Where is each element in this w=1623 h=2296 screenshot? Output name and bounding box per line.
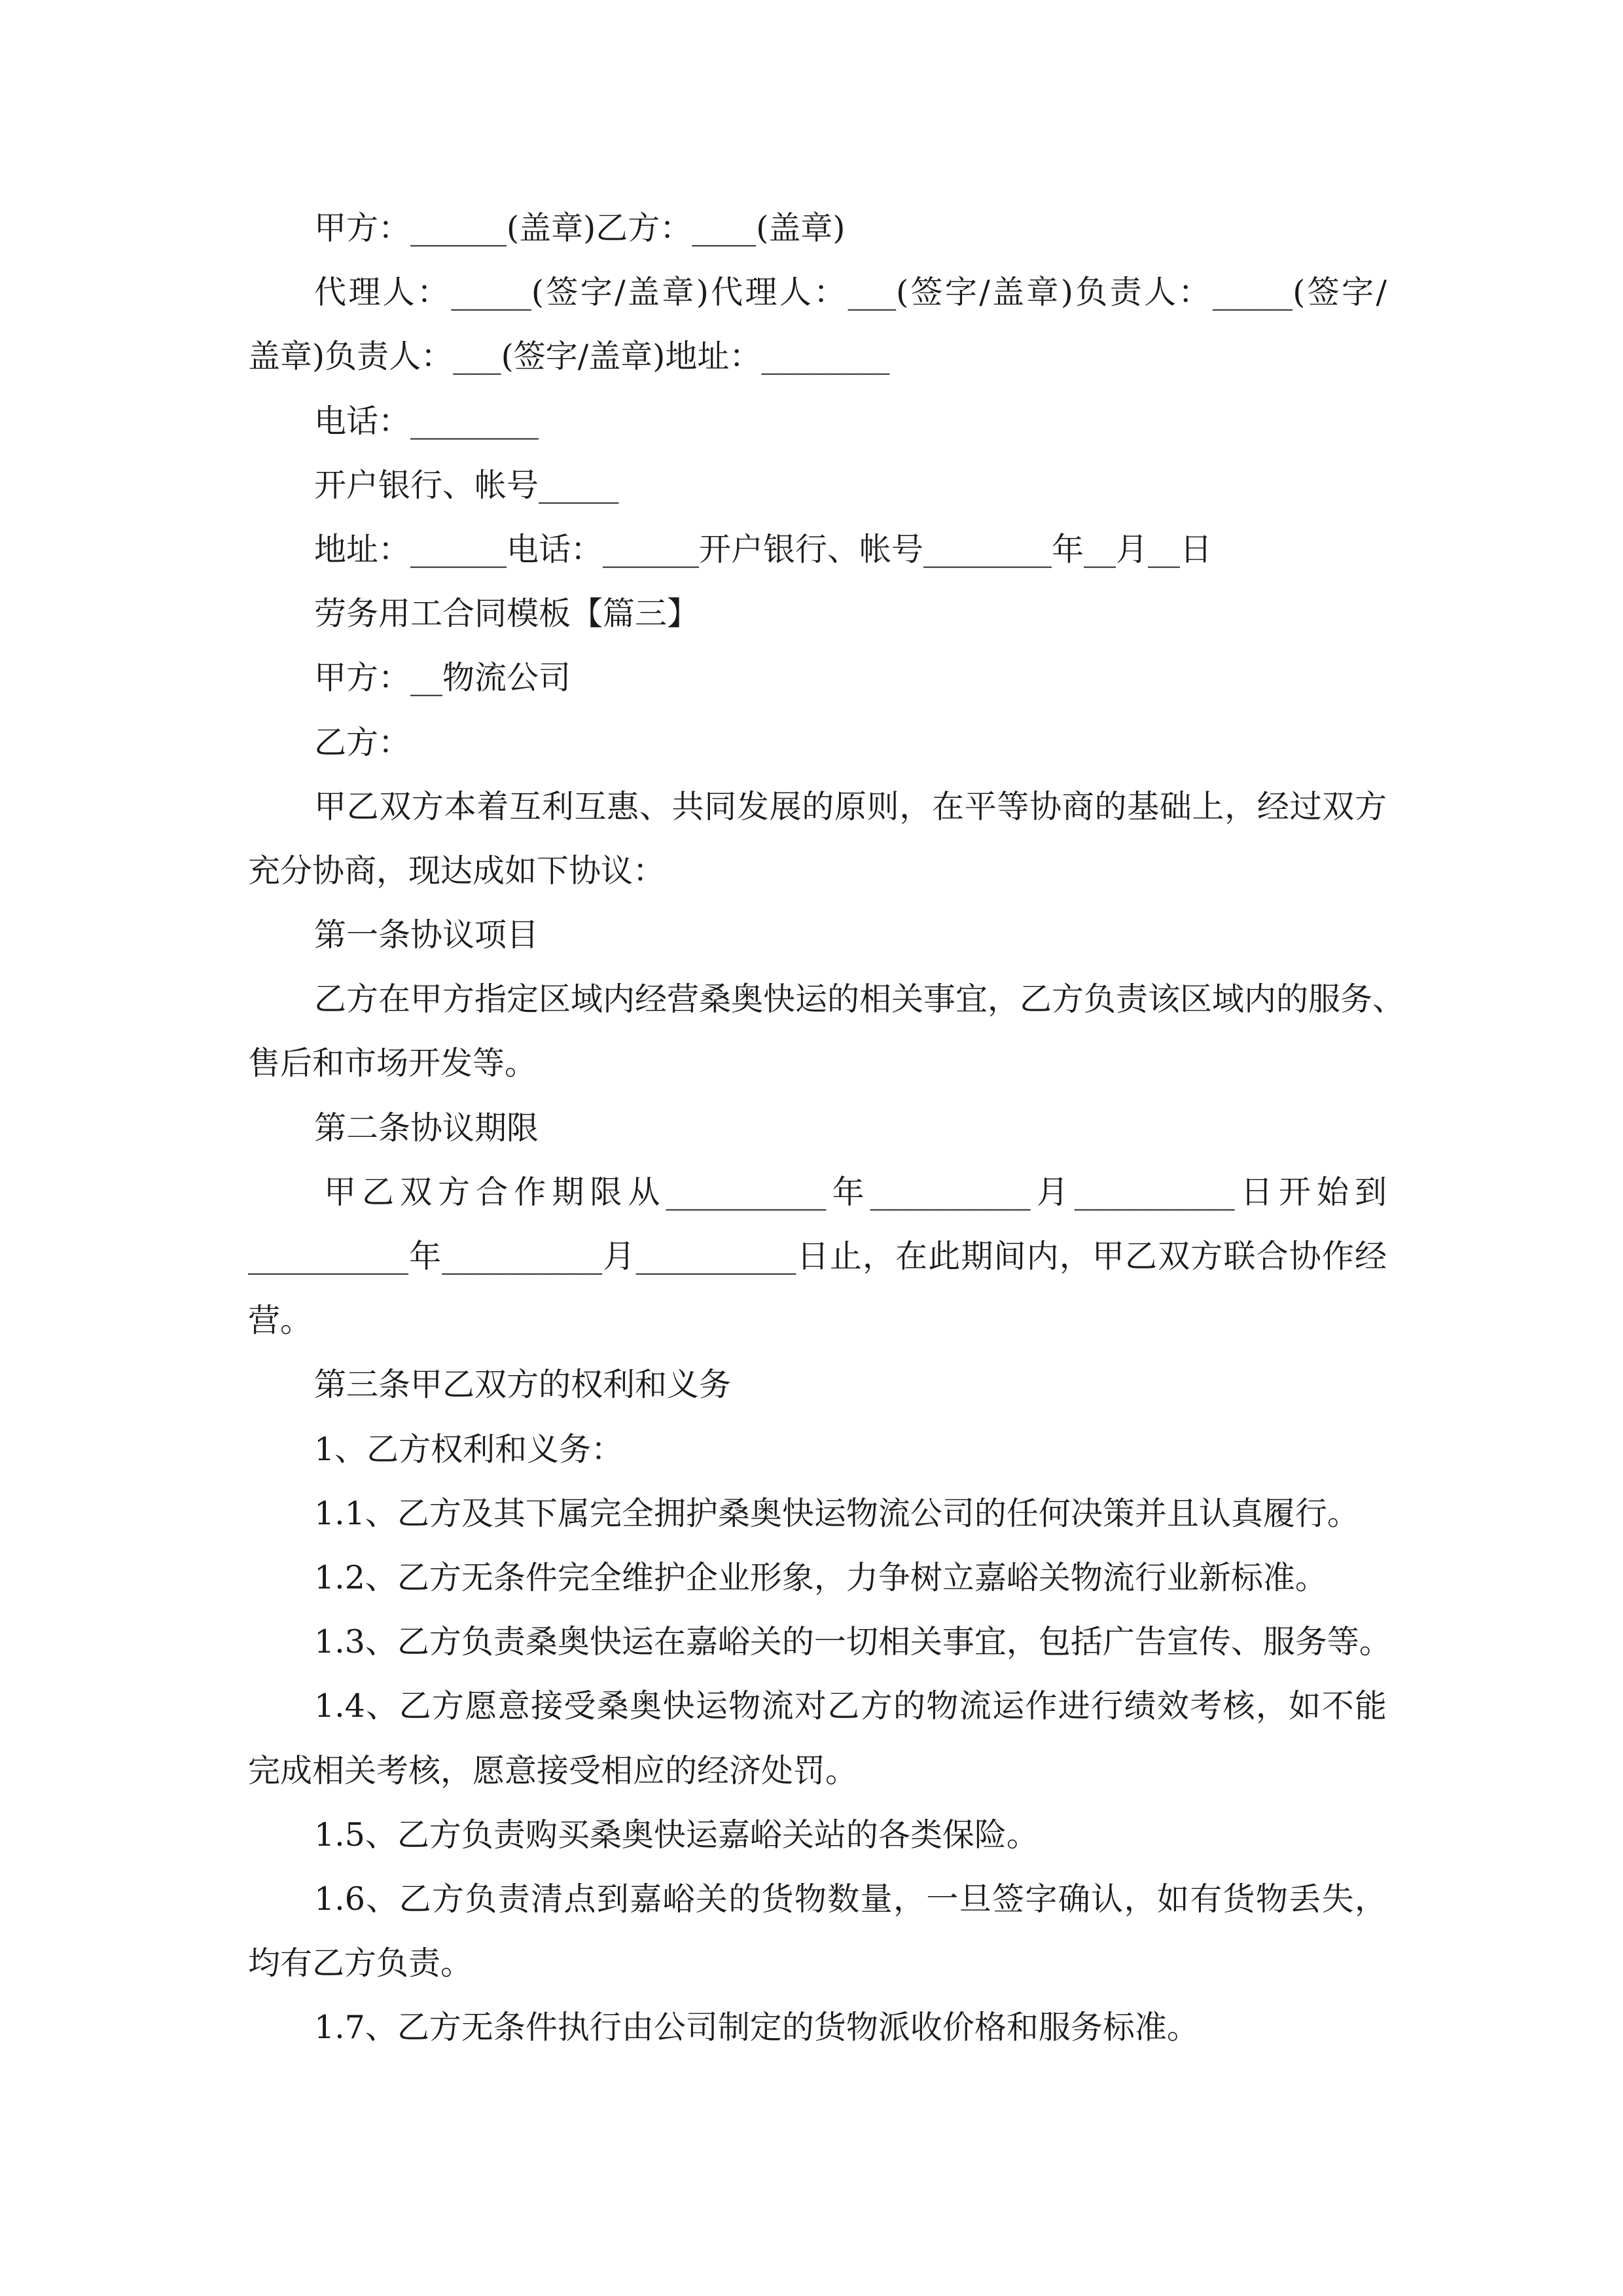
party-seals-line: 甲方：______(盖章)乙方：____(盖章): [314, 209, 846, 247]
signature-block: [248, 196, 1387, 582]
article-2-line: 营。: [248, 1302, 313, 1340]
article-2-line: 甲乙双方合作期限从__________年__________月__________日开始到: [324, 1173, 1387, 1211]
address-phone-bank-date-line: 地址：______电话：______开户银行、帐号________年__月__日: [314, 530, 1213, 568]
article-2-body: [248, 1160, 1387, 1354]
article-3-title: 第三条甲乙双方的权利和义务: [314, 1366, 732, 1404]
article-3-subtitle: 1、乙方权利和义务：: [314, 1430, 624, 1468]
preamble-line: 甲乙双方本着互利互惠、共同发展的原则，在平等协商的基础上，经过双方: [314, 787, 1387, 825]
article-1-line: 售后和市场开发等。: [248, 1045, 537, 1083]
clause-1-6-line: 1.6、乙方负责清点到嘉峪关的货物数量，一旦签字确认，如有货物丢失，: [314, 1880, 1387, 1918]
clause-1-4: [248, 1674, 1387, 1803]
document-body: [248, 196, 1405, 2060]
clause-1-1: 1.1、乙方及其下属完全拥护桑奥快运物流公司的任何决策并且认真履行。: [314, 1494, 1359, 1532]
agents-line: 盖章)负责人：___(签字/盖章)地址：________: [248, 338, 890, 376]
clause-1-3: 1.3、乙方负责桑奥快运在嘉峪关的一切相关事宜，包括广告宣传、服务等。: [314, 1623, 1391, 1661]
contract-heading: 劳务用工合同模板【篇三】: [314, 595, 700, 633]
clause-1-5: 1.5、乙方负责购买桑奥快运嘉峪关站的各类保险。: [314, 1816, 1039, 1854]
clause-1-4-line: 1.4、乙方愿意接受桑奥快运物流对乙方的物流运作进行绩效考核，如不能: [314, 1687, 1387, 1725]
preamble-paragraph: [248, 775, 1387, 903]
clause-1-7: 1.7、乙方无条件执行由公司制定的货物派收价格和服务标准。: [314, 2009, 1199, 2047]
party-a-line: 甲方：__物流公司: [314, 659, 571, 697]
bank-account-line: 开户银行、帐号_____: [314, 466, 619, 504]
article-1-body: [248, 967, 1405, 1096]
agents-paragraph: [248, 260, 1387, 389]
phone-line: 电话：________: [314, 402, 539, 440]
clause-1-4-line: 完成相关考核，愿意接受相应的经济处罚。: [248, 1751, 858, 1789]
article-1-title: 第一条协议项目: [314, 916, 539, 954]
article-2-title: 第二条协议期限: [314, 1109, 539, 1147]
clause-1-6: [248, 1867, 1387, 1996]
article-2-line: __________年__________月__________日止，在此期间内，甲乙双方联合协作经: [248, 1238, 1387, 1275]
clause-1-2: 1.2、乙方无条件完全维护企业形象，力争树立嘉峪关物流行业新标准。: [314, 1558, 1327, 1596]
clause-1-6-line: 均有乙方负责。: [248, 1945, 473, 1982]
party-b-line: 乙方：: [314, 723, 411, 761]
preamble-line: 充分协商，现达成如下协议：: [248, 852, 666, 889]
article-1-line: 乙方在甲方指定区域内经营桑奥快运的相关事宜，乙方负责该区域内的服务、: [314, 980, 1405, 1018]
agents-line: 代理人：_____(签字/盖章)代理人：___(签字/盖章)负责人：_____(签字/: [314, 274, 1387, 312]
